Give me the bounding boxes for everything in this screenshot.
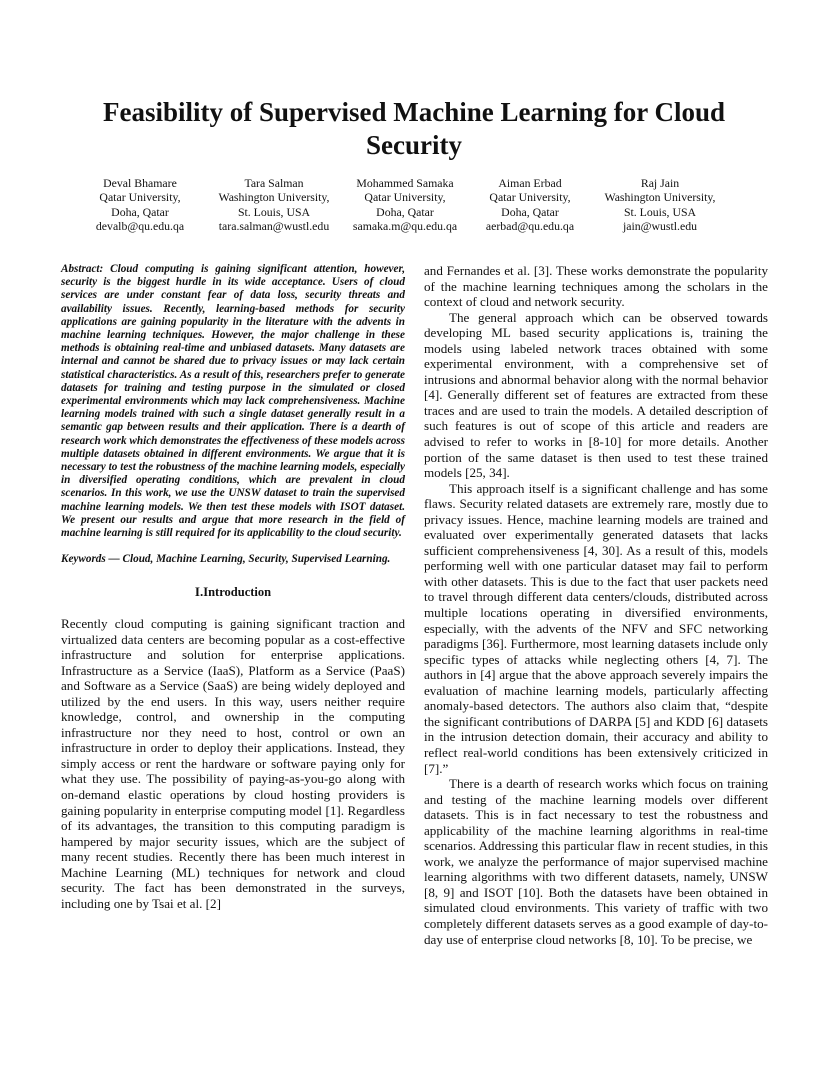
author-location: St. Louis, USA [237, 204, 311, 219]
author-email: jain@wustl.edu [622, 219, 698, 234]
author-name: Mohammed Samaka [356, 176, 454, 190]
body-paragraph: This approach itself is a significant challenge and has some flaws. Security related datasets are extremely rare, mostly due to privacy issues. Hence, machine learning models are trained and evaluated over experimentally generated datasets that lacks sufficient comprehensiveness [4, 30]. As a result of this, models performing well with one particular dataset may fail to perform with other datasets. This is due to the fact that user packets need to travel through different data centers/clouds, distributed across multiple locations operating in diversified environments, especially, with the advents of the NFV and SFC networking paradigms [36]. Furthermore, most learning datasets include only specific types of attacks while neglecting others [4, 7]. The authors in [4] argue that the above approach severely impairs the evaluation of machine learning models, particularly affecting anomaly-based detectors. The authors also claim that, “despite the significant contributions of DARPA [5] and KDD [6] datasets in the intrusion detection domain, their accuracy and ability to reflect real-world conditions has been extensively criticized in [7].” [424, 480, 768, 776]
author-affiliation: Washington University, [218, 190, 330, 205]
section-title: Introduction [203, 585, 272, 600]
author-email: aerbad@qu.edu.qa [485, 219, 575, 234]
author-location: Doha, Qatar [501, 204, 559, 219]
author-2 [202, 176, 346, 234]
author-5 [595, 176, 725, 234]
author-email: devalb@qu.edu.qa [95, 219, 185, 234]
paper-title: Feasibility of Supervised Machine Learning for Cloud Security [102, 97, 726, 160]
body-paragraph: There is a dearth of research works which focus on training and testing of the machine learning models over different datasets. This is in fact necessary to test the robustness and applicability of the machine learning algorithms in real-time scenarios. Addressing this particular flaw in recent studies, in this work, we analyze the performance of major supervised machine learning algorithms with two different datasets, namely, UNSW [8, 9] and ISOT [10]. Both the datasets have been obtained in simulated cloud environments. This variety of traffic with two completely different datasets serves as a good example of day-to-day use of enterprise cloud networks [8, 10]. To be precise, we [424, 776, 768, 947]
keywords: Keywords — Cloud, Machine Learning, Security, Supervised Learning. [61, 553, 391, 566]
abstract: Abstract: Cloud computing is gaining significant attention, however, security is the biggest hurdle in its wide acceptance. Users of cloud services are under constant fear of data loss, security threats and availability issues. Recently, learning-based methods for security applications are gaining popularity in the literature with the advents in machine learning techniques. However, the major challenge in these methods is obtaining real-time and unbiased datasets. Many datasets are internal and cannot be shared due to privacy issues or may lack certain statistical characteristics. As a result of this, researchers prefer to generate datasets for training and testing purpose in the simulated or closed experimental environments which may lack comprehensiveness. Machine learning models trained with such a single dataset generally result in a semantic gap between results and their application. There is a dearth of research work which demonstrates the effectiveness of these models across multiple datasets obtained in different environments. We argue that it is necessary to test the robustness of the machine learning models, especially in diversified operating conditions, which are prevalent in cloud scenarios. In this work, we use the UNSW dataset to train the supervised machine learning models. We then test these models with ISOT dataset. We present our results and argue that more research in the field of machine learning is still required for its applicability to the cloud security. [61, 263, 405, 540]
section-number: I. [194, 584, 204, 600]
author-location: Doha, Qatar [111, 204, 169, 219]
author-name: Raj Jain [640, 176, 680, 190]
author-affiliation: Qatar University, [364, 190, 446, 205]
left-column [61, 263, 405, 911]
author-location: Doha, Qatar [376, 204, 434, 219]
section-heading [61, 584, 405, 601]
author-email: samaka.m@qu.edu.qa [352, 219, 458, 234]
body-paragraph: Recently cloud computing is gaining significant traction and virtualized data centers are becoming popular as a cost-effective infrastructure and solution for enterprise applications. Infrastructure as a Service (IaaS), Platform as a Service (PaaS) and Software as a Service (SaaS) are being widely deployed and utilized by the end users. In this way, users neither require knowledge, control, and ownership in the computing infrastructure nor they need to host, control or own an infrastructure in order to deploy their applications. Instead, they simply access or rent the hardware or software paying only for what they use. The possibility of paying-as-you-go along with on-demand elastic operations by cloud hosting providers is gaining popularity in enterprise computing model [1]. Regardless of its advantages, the transition to this computing paradigm is hampered by major security issues, which are the subject of many recent studies. Recently there has been much interest in Machine Learning (ML) techniques for network and cloud security. The fact has been demonstrated in the surveys, including one by Tsai et al. [2] [61, 616, 405, 911]
author-affiliation: Washington University, [604, 190, 716, 205]
author-3 [336, 176, 474, 234]
author-name: Tara Salman [244, 176, 304, 190]
author-name: Aiman Erbad [498, 176, 562, 190]
author-affiliation: Qatar University, [489, 190, 571, 205]
author-name: Deval Bhamare [103, 176, 177, 190]
author-1 [70, 176, 210, 234]
author-location: St. Louis, USA [623, 204, 697, 219]
author-email: tara.salman@wustl.edu [218, 219, 330, 234]
author-4 [470, 176, 590, 234]
right-column [424, 263, 768, 947]
body-paragraph: The general approach which can be observed towards developing ML based security applications is, training the models using labeled network traces obtained with some experimental environment, with a comprehensive set of intrusions and abnormal behavior along with the normal behavior [4]. Generally different set of features are extracted from these traces and are used to train the models. A detailed description of such features is out of scope of this article and readers are advised to refer to works in [8-10] for more details. Another portion of the same dataset is then used to test these trained models [25, 34]. [424, 309, 768, 481]
body-paragraph: and Fernandes et al. [3]. These works demonstrate the popularity of the machine learning techniques among the scholars in the context of cloud and network security. [424, 263, 768, 310]
author-affiliation: Qatar University, [99, 190, 181, 205]
